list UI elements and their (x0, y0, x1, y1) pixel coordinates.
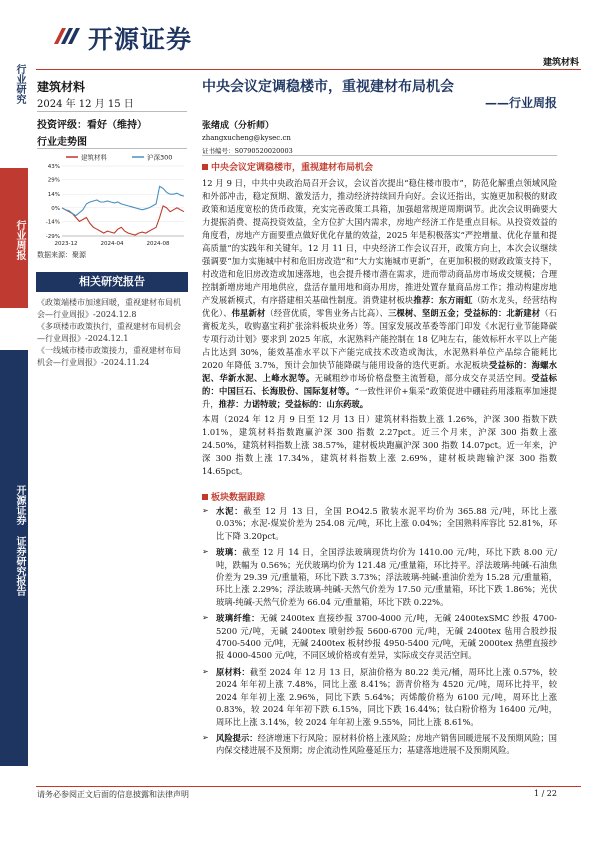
author-divider (202, 155, 557, 156)
list-item: ➢ 水泥：截至 12 月 13 日，全国 P.O42.5 散装水泥平均价为 365.88 元/吨，环比上涨 0.03%；水泥-煤炭价差为 254.08 元/吨，环比上涨 0.04%；全国熟料库容比 52.81%，环比下降 3.20pct。 (202, 505, 557, 542)
industry-name: 建筑材料 (37, 80, 86, 94)
brand-name: 开源证券 (88, 25, 193, 54)
y-tick-label: 43% (47, 164, 60, 170)
trend-line-chart (36, 150, 188, 262)
list-item: ➢ 风险提示：经济增速下行风险；原材料价格上涨风险；房地产销售回暖进展不及预期风险；国内保交楼进展不及预期；房企流动性风险蔓延压力；基建落地进展不及预期风险。 (202, 732, 557, 757)
side-label-report: 开源证券 证券研究报告 (14, 484, 25, 596)
side-strip-top (0, 60, 28, 168)
page-number: 1 / 22 (533, 789, 557, 798)
chart-source: 数据来源：聚源 (37, 251, 86, 259)
analyst-certificate: 证书编号：S0790520020003 (202, 147, 293, 155)
related-reports-title: 相关研究报告 (36, 272, 188, 292)
left-divider (37, 111, 187, 112)
list-item: ➢ 原材料：截至 2024 年 12 月 13 日，原油价格为 80.22 美元/桶，周环比上涨 0.57%，较 2024 年年初上涨 7.48%，同比上涨 8.41%；沥青价格为 4520 元/吨，周环比持平，较 2024 年年初上涨 2.96%，同比下跌 5.64%；丙烯酸价格为 6100 元/吨，周环比上涨 0.83%，较 2024 年年初下跌 6.15%，同比下跌 16.44%；钛白粉价格为 16400 元/吨，周环比上涨 3.14%，较 2024 年年初上涨 9.55%，同比上涨 8.61%。 (202, 666, 557, 728)
side-label-research: 行业研究 (14, 64, 25, 104)
x-tick-label: 2024-08 (146, 241, 170, 247)
bullet-square-icon (202, 494, 208, 500)
header-divider (36, 69, 581, 70)
series-line (62, 186, 184, 215)
weekly-performance-paragraph: 本周（2024 年 12 月 9 日至 12 月 13 日）建筑材料指数上涨 1.26%，沪深 300 指数下跌 1.01%，建筑材料指数跑赢沪深 300 指数 2.27pct。近三个月来，沪深 300 指数上涨 24.50%，建筑材料指数上涨 38.57%，建材板块跑赢沪深 300 指数 14.07pct。近一年来，沪深 300 指数上涨 17.34%，建筑材料指数上涨 2.69%，建材板块跑输沪深 300 指数 14.65pct。 (202, 414, 557, 476)
side-strip-blue (0, 350, 28, 766)
section-heading: 中央会议定调稳楼市，重视建材布局机会 (202, 160, 373, 173)
list-item: ➢ 玻璃纤维：无碱 2400tex 直接纱报 3700-4000 元/吨，无碱 2400texSMC 纱报 4700-5200 元/吨，无碱 2400tex 喷射纱报 5600-6700 元/吨，无碱 2400tex 毡用合股纱报 4700-5400 元/吨，无碱 2400tex 板材纱报 4950-5400 元/吨，无碱 2000tex 热塑直接纱报 4000-4500 元/吨，不同区域价格或有差异，实际成交存灵活空间。 (202, 612, 557, 662)
y-tick-label: 14% (47, 192, 60, 199)
legend-label: 建筑材料 (81, 153, 107, 162)
side-strip-red (0, 168, 28, 308)
trend-chart-title: 行业走势图 (37, 137, 87, 148)
list-item: ➢ 玻璃：截至 12 月 14 日，全国浮法玻璃现货均价为 1410.00 元/吨，环比下跌 8.00 元/吨，跌幅为 0.56%；光伏玻璃均价为 121.48 元/重量箱，环比持平。浮法玻璃-纯碱-石油焦价差为 29.39 元/重量箱，环比下跌 3.73%；浮法玻璃-纯碱-重油价差为 15.28 元/重量箱，环比上涨 2.29%；浮法玻璃-纯碱-天然气价差为 17.50 元/重量箱，环比下跌 1.86%；光伏玻璃-纯碱-天然气价差为 66.04 元/重量箱，环比下跌 0.22%。 (202, 546, 557, 608)
related-report-item[interactable]: 《政策端楼市加速回暖，重视建材布局机会—行业周报》-2024.12.8 (37, 298, 181, 319)
investment-rating: 投资评级：看好（维持） (37, 120, 147, 131)
side-label-weekly: 行业周报 (14, 220, 25, 260)
footer-disclaimer[interactable]: 请务必参阅正文后面的信息披露和法律声明 (37, 790, 189, 799)
related-report-item[interactable]: 《一线城市楼市政策接力，重视建材布局机会—行业周报》-2024.11.24 (37, 346, 181, 367)
y-tick-label: 0% (51, 205, 60, 212)
report-subtitle: ——行业周报 (484, 96, 557, 110)
data-tracking-list (202, 505, 557, 761)
section-body: 12 月 9 日，中共中央政治局召开会议，会议首次提出“稳住楼市股市”，防范化解重点领域风险和外部冲击，稳定预期、激发活力，推动经济持续回升向好。会议还指出，实施更加积极的财政政策和适度宽松的货币政策，充实完善政策工具箱，加强超常规逆周期调节。此次会议明确要大力提振消费、提高投资效益，全方位扩大国内需求，房地产经济工作是重点目标。从投资效益的角度看，房地产方面要重点做好优化存量的效益，2025 年是积极落实“严控增量、优化存量和提高质量”的实践年和关键年。12 月 11 日，中央经济工作会议召开，政策方向上，本次会议继续强调要“加力实施城中村和危旧房改造”和“大力实施城市更新”，在更加积极的财政政策支持下，村改造和危旧房改造或加速落地，也会提升楼市潜在需求，进而带动商品房市场成交规模；合理控制新增房地产用地供应，盘活存量用地和商办用房，推进处置存量商品房工作；推动构建房地产发展新模式，有序搭建相关基础性制度。消费建材板块推荐：东方雨虹（防水龙头，经营结构优化）、伟星新材（经营优质，零售业务占比高）、三棵树、坚朗五金；受益标的：北新建材（石膏板龙头，收购嘉宝莉扩张涂料板块业务）等。国家发展改革委等部门印发《水泥行业节能降碳专项行动计划》要求到 2025 年底，水泥熟料产能控制在 18 亿吨左右，能效标杆水平以上产能占比达到 30%，能效基准水平以下产能完成技术改造或淘汰，水泥熟料单位产品综合能耗比 2020 年降低 3.7%，预计会加快节能降碳与能用设备的迭代更新。水泥板块受益标的：海螺水泥、华新水泥、上峰水泥等。无碱粗纱市场价格盘整主流暂稳，部分成交存灵活空间。受益标的：中国巨石、长海股份、国际复材等。“一致性评价+集采”政策促进中硼硅药用漆瓶率加速提升，推荐：力诺特玻；受益标的：山东药玻。 本周（2024 年 12 月 9 日至 12 月 13 日）建筑材料指数上涨 1.26%，沪深 300 指数下跌 1.01%，建筑材料指数跑赢沪深 300 指数 2.27pct。近三个月来，沪深 300 指数上涨 24.50%，建筑材料指数上涨 38.57%，建材板块跑赢沪深 300 指数 14.07pct。近一年来，沪深 300 指数上涨 17.34%，建筑材料指数上涨 2.69%，建材板块跑输沪深 300 指数 14.65pct。 (202, 178, 557, 476)
company-logo (52, 20, 242, 52)
left-divider (37, 148, 187, 149)
legend-label: 沪深300 (147, 153, 173, 162)
bullet-square-icon (202, 164, 208, 170)
logo-mark-icon (52, 22, 82, 50)
analyst-name: 张绪成（分析师） (202, 121, 275, 131)
y-tick-label: 29% (47, 177, 60, 184)
related-reports-list (37, 297, 187, 369)
report-title: 中央会议定调稳楼市，重视建材布局机会 (202, 79, 454, 95)
y-tick-label: -29% (45, 234, 60, 240)
series-line (62, 206, 184, 235)
related-report-item[interactable]: 《多项楼市政策执行，重视建材布局机会—行业周报》-2024.12.1 (37, 322, 181, 343)
y-tick-label: -14% (45, 219, 60, 226)
report-date: 2024 年 12 月 15 日 (37, 99, 134, 110)
header-industry-tag: 建筑材料 (542, 58, 579, 68)
x-tick-label: 2024-04 (100, 241, 124, 247)
side-strip (0, 60, 28, 766)
footer-divider (36, 786, 581, 787)
section-heading: 板块数据跟踪 (202, 490, 265, 503)
x-tick-label: 2023-12 (54, 241, 78, 247)
analyst-email[interactable]: zhangxucheng@kysec.cn (202, 134, 291, 142)
